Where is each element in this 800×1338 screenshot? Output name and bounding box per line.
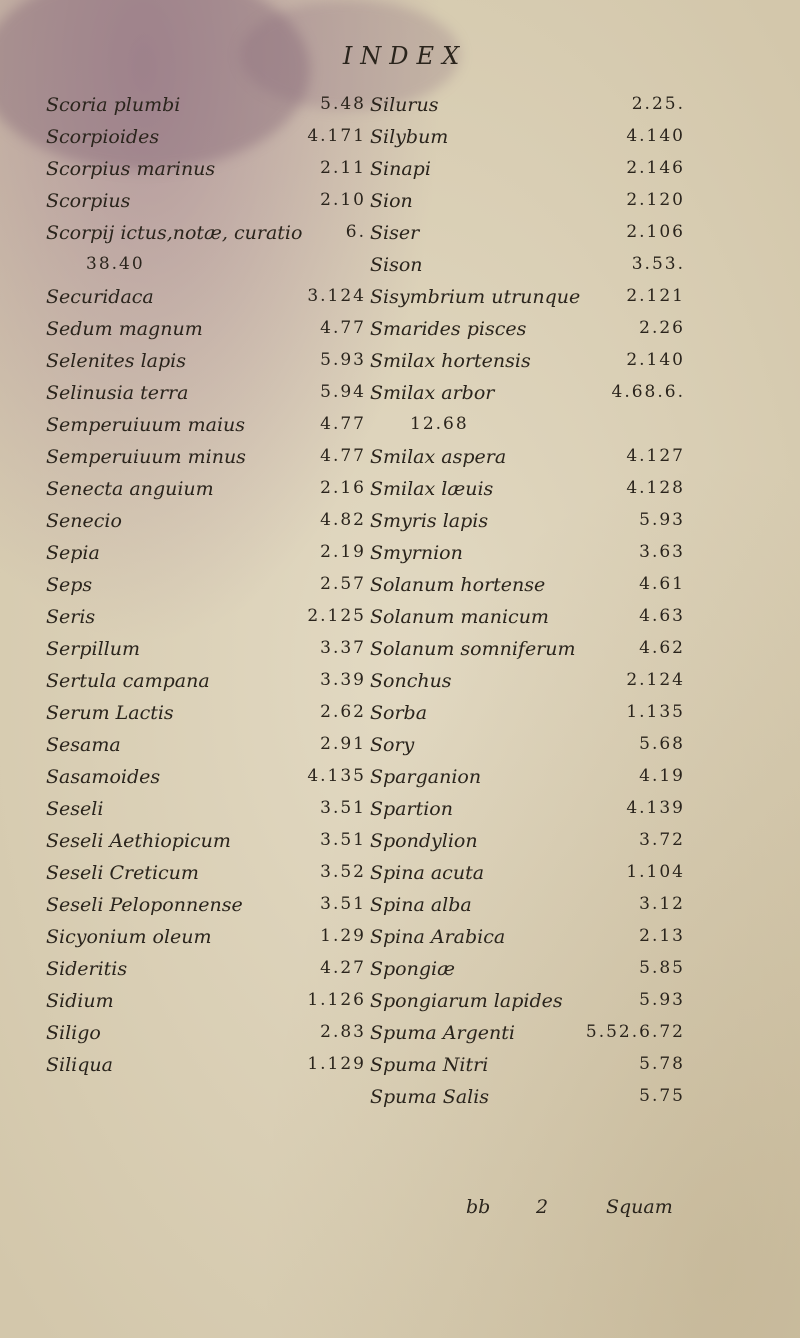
index-column-left [46, 92, 366, 1084]
index-entry [46, 860, 366, 892]
entry-reference: 2.120 [626, 190, 685, 210]
entry-reference: 4.68.6. [611, 382, 685, 402]
entry-term: 12.68 [410, 414, 469, 434]
entry-term: Semperuiuum maius [46, 414, 246, 436]
index-entry [46, 796, 366, 828]
entry-reference: 1.126 [307, 990, 366, 1010]
index-entry [370, 380, 685, 412]
entry-term: Solanum manicum [370, 606, 549, 628]
index-entry [370, 188, 685, 220]
entry-term: Siser [370, 222, 420, 244]
entry-reference: 1.135 [626, 702, 685, 722]
entry-term: Smyris lapis [370, 510, 489, 532]
entry-term: Seseli Peloponnense [46, 894, 243, 916]
entry-reference: 2.13 [639, 926, 685, 946]
entry-term: Smarides pisces [370, 318, 527, 340]
entry-reference: 3.51 [320, 798, 366, 818]
index-entry [46, 828, 366, 860]
entry-reference: 5.52.6.72 [585, 1022, 685, 1042]
entry-reference: 3.12 [639, 894, 685, 914]
index-entry [46, 636, 366, 668]
entry-reference: 4.62 [639, 638, 685, 658]
index-entry [46, 508, 366, 540]
entry-term: Spuma Nitri [370, 1054, 489, 1076]
index-entry [46, 92, 366, 124]
entry-term: Scoria plumbi [46, 94, 181, 116]
entry-term: Serpillum [46, 638, 140, 660]
entry-term: Sideritis [46, 958, 128, 980]
entry-reference: 4.135 [307, 766, 366, 786]
index-entry [46, 956, 366, 988]
index-entry [370, 220, 685, 252]
entry-reference: 3.39 [320, 670, 366, 690]
entry-term: Sertula campana [46, 670, 210, 692]
entry-reference: 2.91 [320, 734, 366, 754]
entry-reference: 2.25. [631, 94, 685, 114]
entry-term: Silybum [370, 126, 449, 148]
entry-reference: 5.48 [320, 94, 366, 114]
entry-reference: 2.10 [320, 190, 366, 210]
entry-term: Serum Lactis [46, 702, 174, 724]
entry-term: Spina alba [370, 894, 472, 916]
index-entry [46, 316, 366, 348]
entry-reference: 4.77 [320, 446, 366, 466]
index-entry [46, 220, 366, 252]
index-entry [46, 188, 366, 220]
entry-term: Siliqua [46, 1054, 113, 1076]
entry-reference: 4.128 [626, 478, 685, 498]
entry-reference: 2.146 [626, 158, 685, 178]
entry-term: Spartion [370, 798, 453, 820]
entry-reference: 2.124 [626, 670, 685, 690]
entry-term: Solanum somniferum [370, 638, 576, 660]
entry-reference: 4.171 [307, 126, 366, 146]
entry-term: Solanum hortense [370, 574, 546, 596]
signature-number: 2 [536, 1196, 549, 1218]
entry-reference: 3.63 [639, 542, 685, 562]
index-entry [370, 892, 685, 924]
index-entry [370, 604, 685, 636]
index-entry [46, 892, 366, 924]
index-entry [46, 604, 366, 636]
entry-reference: 4.61 [639, 574, 685, 594]
index-entry [46, 124, 366, 156]
index-entry [46, 572, 366, 604]
index-entry [370, 284, 685, 316]
entry-term: Securidaca [46, 286, 154, 308]
index-entry [46, 284, 366, 316]
entry-term: 38.40 [86, 254, 145, 274]
index-entry [370, 636, 685, 668]
entry-reference: 2.140 [626, 350, 685, 370]
entry-reference: 2.57 [320, 574, 366, 594]
entry-term: Senecio [46, 510, 122, 532]
entry-reference: 5.85 [639, 958, 685, 978]
entry-reference: 2.62 [320, 702, 366, 722]
index-entry [370, 668, 685, 700]
index-entry [46, 1052, 366, 1084]
entry-term: Scorpius marinus [46, 158, 216, 180]
entry-reference: 4.77 [320, 414, 366, 434]
index-entry [370, 348, 685, 380]
entry-reference: 3.72 [639, 830, 685, 850]
index-entry [46, 764, 366, 796]
entry-term: Semperuiuum minus [46, 446, 246, 468]
index-entry [46, 700, 366, 732]
index-entry [370, 828, 685, 860]
entry-reference: 1.129 [307, 1054, 366, 1074]
entry-reference: 5.75 [639, 1086, 685, 1106]
index-entry [370, 860, 685, 892]
index-entry [370, 316, 685, 348]
entry-term: Smilax læuis [370, 478, 494, 500]
index-entry [46, 732, 366, 764]
entry-term: Spina Arabica [370, 926, 506, 948]
entry-reference: 4.139 [626, 798, 685, 818]
entry-term: Spongiarum lapides [370, 990, 563, 1012]
entry-term: Smyrnion [370, 542, 463, 564]
index-entry [370, 124, 685, 156]
entry-reference: 2.83 [320, 1022, 366, 1042]
entry-term: Smilax hortensis [370, 350, 531, 372]
index-entry-continuation [46, 252, 366, 284]
entry-reference: 5.68 [639, 734, 685, 754]
entry-reference: 4.127 [626, 446, 685, 466]
index-entry [46, 1020, 366, 1052]
entry-term: Sesama [46, 734, 121, 756]
entry-term: Selinusia terra [46, 382, 189, 404]
index-entry [370, 796, 685, 828]
entry-reference: 2.11 [320, 158, 366, 178]
entry-reference: 2.19 [320, 542, 366, 562]
page-footer [0, 1196, 800, 1226]
catchword: Squam [606, 1196, 673, 1218]
index-entry [370, 508, 685, 540]
index-entry [370, 572, 685, 604]
entry-reference: 5.93 [639, 510, 685, 530]
entry-reference: 5.78 [639, 1054, 685, 1074]
entry-term: Seris [46, 606, 96, 628]
index-entry [370, 988, 685, 1020]
entry-term: Sisymbrium utrunque [370, 286, 581, 308]
entry-reference: 5.94 [320, 382, 366, 402]
entry-reference: 3.52 [320, 862, 366, 882]
index-entry [370, 956, 685, 988]
index-entry [46, 348, 366, 380]
entry-reference: 1.29 [320, 926, 366, 946]
entry-term: Spondylion [370, 830, 478, 852]
entry-reference: 4.140 [626, 126, 685, 146]
entry-term: Sicyonium oleum [46, 926, 212, 948]
entry-reference: 3.51 [320, 894, 366, 914]
entry-term: Sedum magnum [46, 318, 203, 340]
index-entry [46, 444, 366, 476]
entry-term: Seps [46, 574, 93, 596]
entry-reference: 2.16 [320, 478, 366, 498]
index-entry [370, 764, 685, 796]
entry-reference: 2.121 [626, 286, 685, 306]
entry-term: Scorpioides [46, 126, 160, 148]
entry-reference: 4.77 [320, 318, 366, 338]
entry-reference: 2.26 [639, 318, 685, 338]
index-entry [46, 668, 366, 700]
entry-reference: 3.51 [320, 830, 366, 850]
index-column-right [370, 92, 685, 1116]
index-entry-continuation [370, 412, 685, 444]
entry-term: Sonchus [370, 670, 452, 692]
entry-reference: 5.93 [639, 990, 685, 1010]
entry-reference: 4.63 [639, 606, 685, 626]
entry-term: Siligo [46, 1022, 101, 1044]
entry-term: Sorba [370, 702, 428, 724]
entry-term: Spina acuta [370, 862, 485, 884]
index-entry [46, 156, 366, 188]
index-entry [46, 988, 366, 1020]
index-entry [46, 924, 366, 956]
index-entry [370, 700, 685, 732]
index-entry [46, 412, 366, 444]
entry-term: Sepia [46, 542, 100, 564]
entry-term: Sory [370, 734, 415, 756]
entry-term: Seseli Aethiopicum [46, 830, 231, 852]
entry-reference: 4.27 [320, 958, 366, 978]
entry-term: Silurus [370, 94, 439, 116]
entry-reference: 6. [345, 222, 366, 242]
entry-reference: 5.93 [320, 350, 366, 370]
entry-reference: 3.124 [307, 286, 366, 306]
index-entry [370, 1052, 685, 1084]
entry-term: Spuma Argenti [370, 1022, 515, 1044]
entry-term: Sasamoides [46, 766, 161, 788]
entry-term: Sidium [46, 990, 114, 1012]
page-heading: INDEX [342, 42, 468, 70]
entry-term: Scorpius [46, 190, 131, 212]
entry-reference: 3.53. [631, 254, 685, 274]
entry-reference: 2.125 [307, 606, 366, 626]
entry-term: Sion [370, 190, 413, 212]
entry-term: Scorpij ictus,notæ, curatio [46, 222, 303, 244]
entry-term: Senecta anguium [46, 478, 214, 500]
index-entry [370, 732, 685, 764]
entry-reference: 2.106 [626, 222, 685, 242]
index-entry [46, 476, 366, 508]
entry-term: Sison [370, 254, 423, 276]
entry-term: Seseli Creticum [46, 862, 199, 884]
index-entry [46, 380, 366, 412]
index-entry [370, 540, 685, 572]
entry-reference: 3.37 [320, 638, 366, 658]
entry-term: Smilax aspera [370, 446, 507, 468]
index-entry [370, 444, 685, 476]
index-entry [370, 92, 685, 124]
index-entry [370, 252, 685, 284]
entry-term: Spongiæ [370, 958, 455, 980]
entry-term: Sparganion [370, 766, 482, 788]
index-entry [370, 476, 685, 508]
signature-mark: bb [466, 1196, 491, 1218]
index-entry [370, 1084, 685, 1116]
entry-reference: 1.104 [626, 862, 685, 882]
entry-term: Smilax arbor [370, 382, 495, 404]
index-entry [370, 924, 685, 956]
entry-term: Spuma Salis [370, 1086, 490, 1108]
entry-term: Seseli [46, 798, 104, 820]
entry-reference: 4.19 [639, 766, 685, 786]
entry-term: Sinapi [370, 158, 431, 180]
entry-term: Selenites lapis [46, 350, 186, 372]
entry-reference: 4.82 [320, 510, 366, 530]
index-entry [46, 540, 366, 572]
index-entry [370, 1020, 685, 1052]
index-entry [370, 156, 685, 188]
